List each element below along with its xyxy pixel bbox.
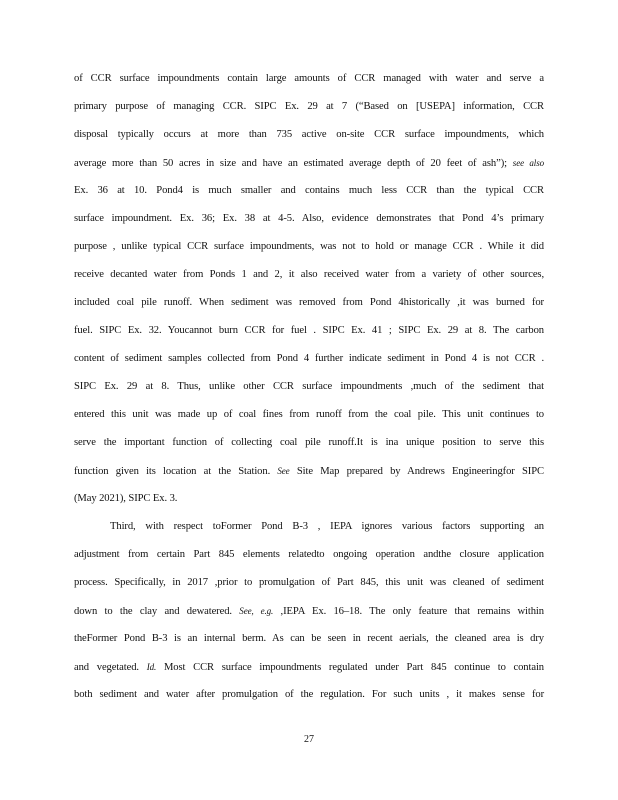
text-line: function given its location at the Station. See Site Map prepared by Andrews Engineeringfor SIPC	[74, 466, 544, 477]
text-line: disposal typically occurs at more than 735 active on-site CCR surface impoundments, which	[74, 129, 544, 140]
text-line: surface impoundment. Ex. 36; Ex. 38 at 4-5. Also, evidence demonstrates that Pond 4’s primary	[74, 213, 544, 224]
text-line: average more than 50 acres in size and have an estimated average depth of 20 feet of ash”); see also	[74, 158, 544, 169]
citation-signal: See, e.g.	[239, 606, 274, 616]
text-line: receive decanted water from Ponds 1 and 2, it also received water from a variety of other sources,	[74, 269, 544, 280]
text-line: purpose , unlike typical CCR surface impoundments, was not to hold or manage CCR . While it did	[74, 241, 544, 252]
text-line: theFormer Pond B-3 is an internal berm. As can be seen in recent aerials, the cleaned area is dry	[74, 633, 544, 644]
text-line: entered this unit was made up of coal fines from runoff from the coal pile. This unit continues to	[74, 409, 544, 420]
text-line: (May 2021), SIPC Ex. 3.	[74, 493, 178, 504]
text-line: fuel. SIPC Ex. 32. Youcannot burn CCR for fuel . SIPC Ex. 41 ; SIPC Ex. 29 at 8. The carbon	[74, 325, 544, 336]
text-line: Third, with respect toFormer Pond B-3 , IEPA ignores various factors supporting an	[110, 521, 544, 532]
text-line: included coal pile runoff. When sediment was removed from Pond 4historically ,it was burned for	[74, 297, 544, 308]
text-line: serve the important function of collecting coal pile runoff.It is ina unique position to serve this	[74, 437, 544, 448]
citation-signal: Id.	[146, 662, 157, 672]
page-number: 27	[304, 734, 314, 745]
text-line: of CCR surface impoundments contain large amounts of CCR managed with water and serve a	[74, 73, 544, 84]
text-line: content of sediment samples collected from Pond 4 further indicate sediment in Pond 4 is not CCR .	[74, 353, 544, 364]
text-line: down to the clay and dewatered. See, e.g. ,IEPA Ex. 16–18. The only feature that remains within	[74, 606, 544, 617]
citation-signal: See	[277, 466, 290, 476]
text-line: adjustment from certain Part 845 elements relatedto ongoing operation andthe closure application	[74, 549, 544, 560]
text-line: both sediment and water after promulgation of the regulation. For such units , it makes sense for	[74, 689, 544, 700]
citation-signal: see also	[512, 158, 544, 168]
text-line: process. Specifically, in 2017 ,prior to promulgation of Part 845, this unit was cleaned of sediment	[74, 577, 544, 588]
text-line: SIPC Ex. 29 at 8. Thus, unlike other CCR surface impoundments ,much of the sediment that	[74, 381, 544, 392]
text-line: Ex. 36 at 10. Pond4 is much smaller and contains much less CCR than the typical CCR	[74, 185, 544, 196]
text-line: primary purpose of managing CCR. SIPC Ex. 29 at 7 (“Based on [USEPA] information, CCR	[74, 101, 544, 112]
text-line: and vegetated. Id. Most CCR surface impoundments regulated under Part 845 continue to contain	[74, 662, 544, 673]
